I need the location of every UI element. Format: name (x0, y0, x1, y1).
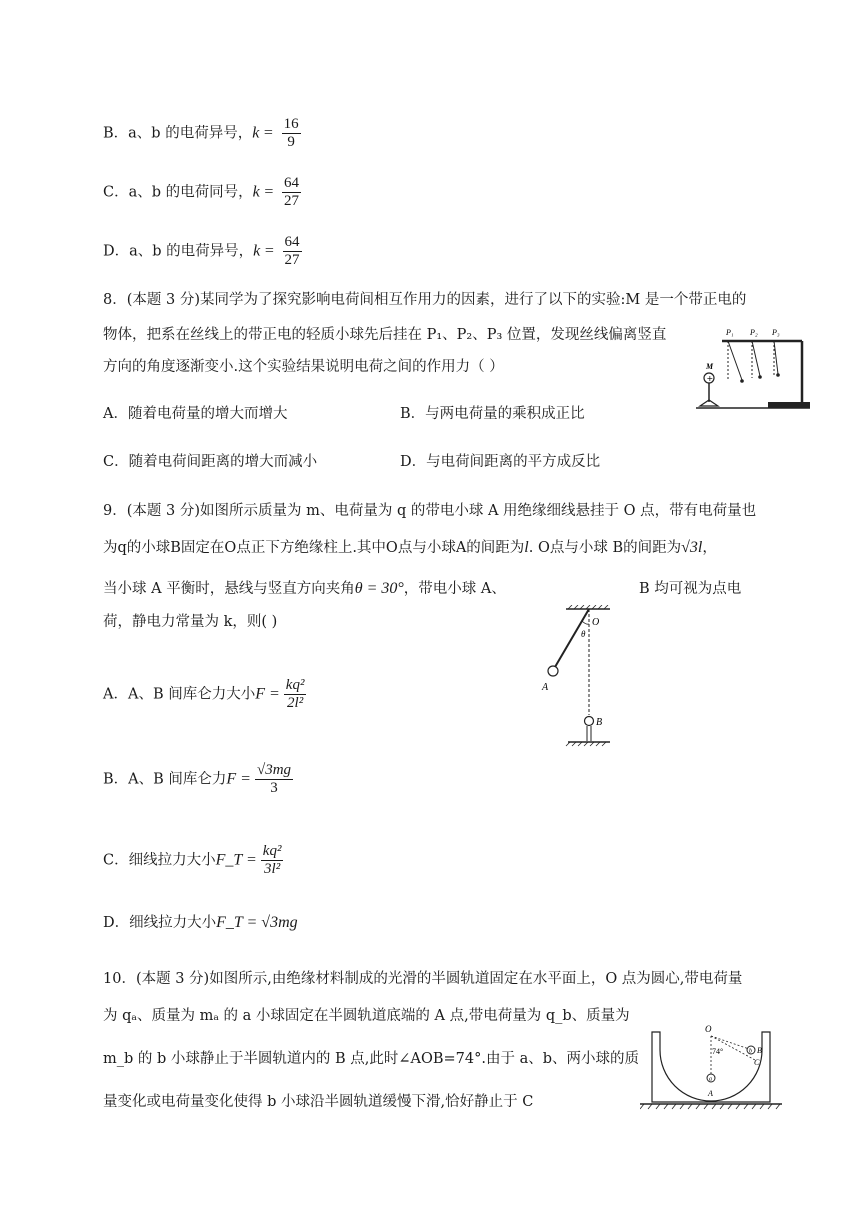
force-lhs: F = (226, 770, 251, 788)
q9-option-a (103, 677, 306, 712)
q9-line2-part2: . O点与小球 B的间距为 (528, 540, 682, 556)
k-symbol: k (252, 124, 260, 142)
q7-option-b (103, 116, 301, 151)
q7-option-b-text: B．a、b 的电荷异号， (103, 125, 253, 142)
q9-line3-part2: ，带电小球 A、 (403, 581, 506, 597)
ball-a-symbol: a (709, 1076, 712, 1083)
numerator: √3mg (256, 762, 292, 778)
fraction (261, 843, 284, 878)
q9-option-c (103, 843, 283, 878)
a-label: A (542, 682, 549, 693)
q9-line3-part1: 当小球 A 平衡时，悬线与竖直方向夹角 (103, 581, 355, 597)
k-symbol: k (252, 183, 260, 201)
q8-option-b: B．与两电荷量的乘积成正比 (400, 406, 585, 422)
fraction (282, 175, 301, 210)
q9-pendulum-figure (538, 605, 618, 753)
c-label: C (754, 1058, 760, 1067)
fraction (284, 677, 307, 712)
thread-p1 (728, 341, 742, 380)
b-label: B (757, 1046, 762, 1055)
numerator: 64 (284, 175, 299, 191)
fraction (283, 234, 302, 269)
q7-option-d-text: D．a、b 的电荷异号， (103, 243, 254, 260)
angle-theta-30: θ = 30° (354, 580, 404, 597)
q10-stem-line4: 量变化或电荷量变化使得 b 小球沿半圆轨道缓慢下滑,恰好静止于 C (103, 1094, 534, 1110)
ball-a (548, 666, 558, 676)
denominator: 2l² (287, 695, 304, 711)
q10-stem-line2: 为 qₐ、质量为 mₐ 的 a 小球固定在半圆轨道底端的 A 点,带电荷量为 q_b、质量为 (103, 1008, 630, 1024)
q9-stem-line2 (103, 538, 717, 558)
length-l: l (524, 539, 529, 556)
k-symbol: k (253, 242, 261, 260)
o-label: O (592, 617, 600, 628)
q7-option-c (103, 175, 301, 210)
numerator: kq² (285, 677, 305, 693)
q9-option-d (103, 913, 298, 933)
p1-label: P₁ (726, 328, 734, 337)
q9-stem-line3-end: B 均可视为点电 (639, 581, 742, 597)
q8-option-a: A．随着电荷量的增大而增大 (103, 406, 288, 422)
tension-expression: F_T = √3mg (216, 914, 298, 931)
q9-option-a-text: A．A、B 间库仑力大小 (103, 686, 256, 703)
denominator: 9 (287, 134, 295, 150)
thread-p2 (752, 341, 760, 376)
numerator: 64 (284, 234, 300, 250)
m-label: M (706, 362, 714, 371)
q9-line2-part1: 为q的小球B固定在O点正下方绝缘柱上.其中O点与小球A的间距为 (103, 540, 525, 556)
ball-p2 (758, 375, 762, 379)
angle-arc (582, 621, 589, 624)
o-label: O (705, 1024, 712, 1034)
q9-stem-line3 (103, 579, 506, 599)
b-label: B (596, 717, 603, 728)
q9-stem-line1: 9．(本题 3 分)如图所示质量为 m、电荷量为 q 的带电小球 A 用绝缘细线悬挂于 O 点，带有电荷量也 (103, 503, 757, 519)
q7-option-d (103, 234, 302, 269)
q10-track-figure (640, 1022, 782, 1112)
fraction (282, 116, 301, 151)
numerator: 16 (283, 116, 299, 132)
thread-p3 (774, 341, 778, 374)
q9-line2-part3: ， (702, 540, 717, 556)
denominator: 27 (284, 193, 299, 209)
q10-stem-line1: 10．(本题 3 分)如图所示,由绝缘材料制成的光滑的半圆轨道固定在水平面上，O 点为圆心,带电荷量 (103, 971, 743, 987)
equals-sign: = (263, 124, 273, 142)
q9-option-d-text: D．细线拉力大小 (103, 915, 217, 931)
stand-base (768, 402, 810, 408)
fraction (255, 762, 293, 797)
q7-option-c-text: C．a、b 的电荷同号， (103, 184, 253, 201)
ball-p1 (740, 379, 744, 383)
theta-label: θ (581, 629, 586, 639)
equals-sign: = (264, 242, 274, 260)
ball-b-symbol: b (749, 1048, 752, 1055)
q8-stem-line2: 物体，把系在丝线上的带正电的轻质小球先后挂在 P₁、P₂、P₃ 位置，发现丝线偏离竖直 (103, 327, 667, 343)
q8-option-d: D．与电荷间距离的平方成反比 (400, 454, 601, 470)
denominator: 3l² (264, 861, 281, 877)
q9-option-b (103, 762, 293, 797)
denominator: 3 (270, 780, 278, 796)
q9-stem-line4: 荷，静电力常量为 k，则( ) (103, 614, 278, 630)
equals-sign: = (264, 183, 274, 201)
q9-option-c-text: C．细线拉力大小 (103, 852, 216, 869)
force-lhs: F = (255, 685, 280, 703)
angle-label: 74° (712, 1047, 724, 1056)
q8-option-c: C．随着电荷间距离的增大而减小 (103, 454, 318, 470)
p3-label: P₃ (772, 328, 780, 337)
q10-stem-line3: m_b 的 b 小球静止于半圆轨道内的 B 点,此时∠AOB=74°.由于 a、b、两小球的质 (103, 1051, 640, 1067)
q8-stem-line1: 8．(本题 3 分)某同学为了探究影响电荷间相互作用力的因素，进行了以下的实验:M 是一个带正电的 (103, 292, 747, 308)
q9-option-b-text: B．A、B 间库仑力 (103, 771, 227, 788)
numerator: kq² (262, 843, 282, 859)
ball-b (585, 717, 594, 726)
length-sqrt3l: √3l (681, 539, 703, 556)
tension-lhs: F_T = (215, 851, 257, 869)
q8-stem-line3: 方向的角度逐渐变小.这个实验结果说明电荷之间的作用力（ ） (103, 359, 504, 375)
q8-experiment-figure (692, 322, 814, 416)
plus-sign: + (706, 374, 714, 383)
a-label: A (708, 1089, 713, 1098)
p2-label: P₂ (750, 328, 758, 337)
ball-p3 (776, 373, 780, 377)
denominator: 27 (284, 252, 300, 268)
